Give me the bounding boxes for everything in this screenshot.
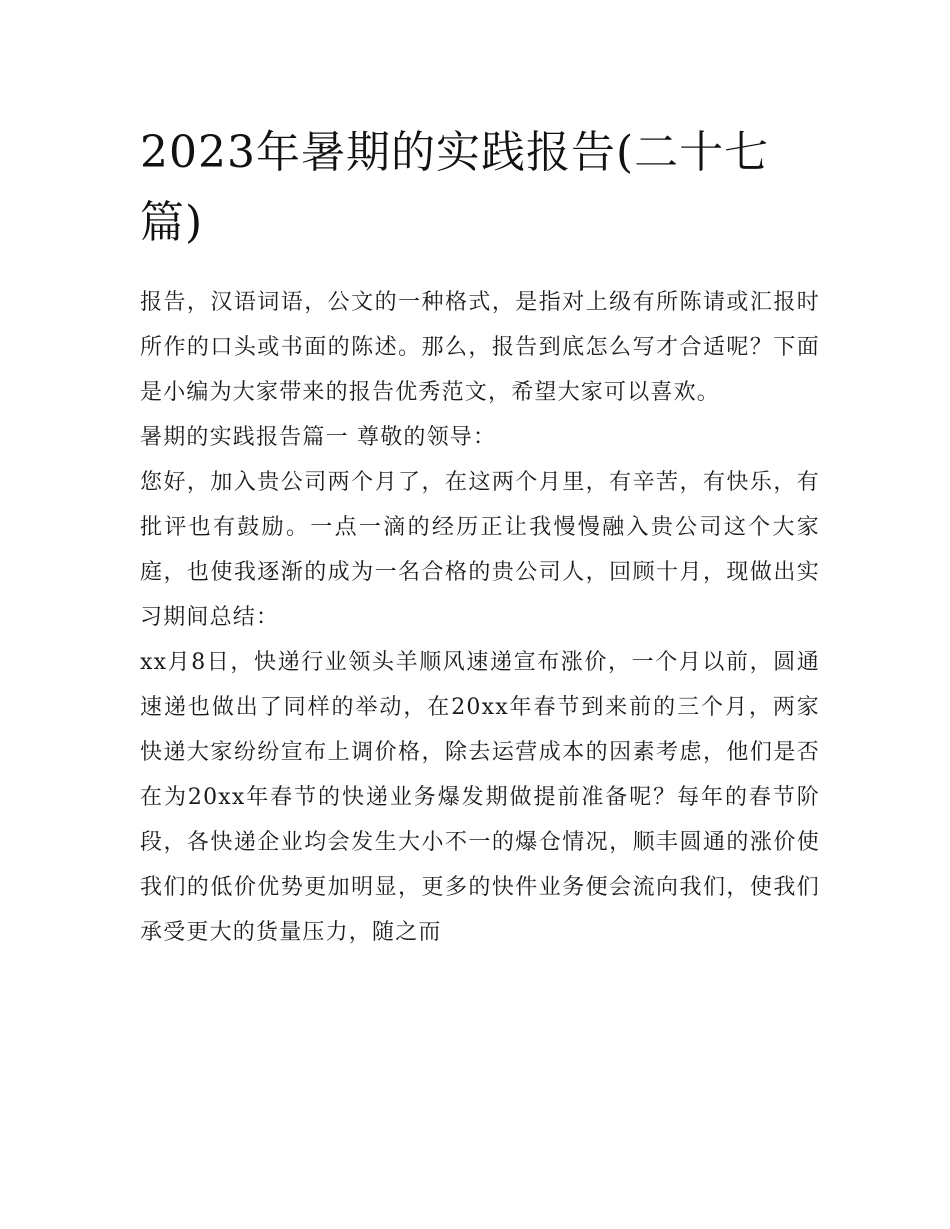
document-body	[140, 280, 820, 955]
document-title: 2023年暑期的实践报告(二十七篇)	[140, 127, 770, 248]
paragraph-intro: 报告，汉语词语，公文的一种格式，是指对上级有所陈请或汇报时所作的口头或书面的陈述。那么，报告到底怎么写才合适呢？下面是小编为大家带来的报告优秀范文，希望大家可以喜欢。	[140, 290, 820, 405]
paragraph-section-heading: 暑期的实践报告篇一 尊敬的领导：	[140, 425, 497, 450]
paragraph-summary: xx月8日，快递行业领头羊顺风速递宣布涨价，一个月以前，圆通速递也做出了同样的举动，在20xx年春节到来前的三个月，两家快递大家纷纷宣布上调价格，除去运营成本的因素考虑，他们是否在为20xx年春节的快递业务爆发期做提前准备呢？每年的春节阶段，各快递企业均会发生大小不一的爆仓情况，顺丰圆通的涨价使我们的低价优势更加明显，更多的快件业务便会流向我们，使我们承受更大的货量压力，随之而	[140, 650, 820, 945]
paragraph-greeting: 您好，加入贵公司两个月了，在这两个月里，有辛苦，有快乐，有批评也有鼓励。一点一滴的经历正让我慢慢融入贵公司这个大家庭，也使我逐渐的成为一名合格的贵公司人，回顾十月，现做出实习期间总结：	[140, 470, 820, 630]
